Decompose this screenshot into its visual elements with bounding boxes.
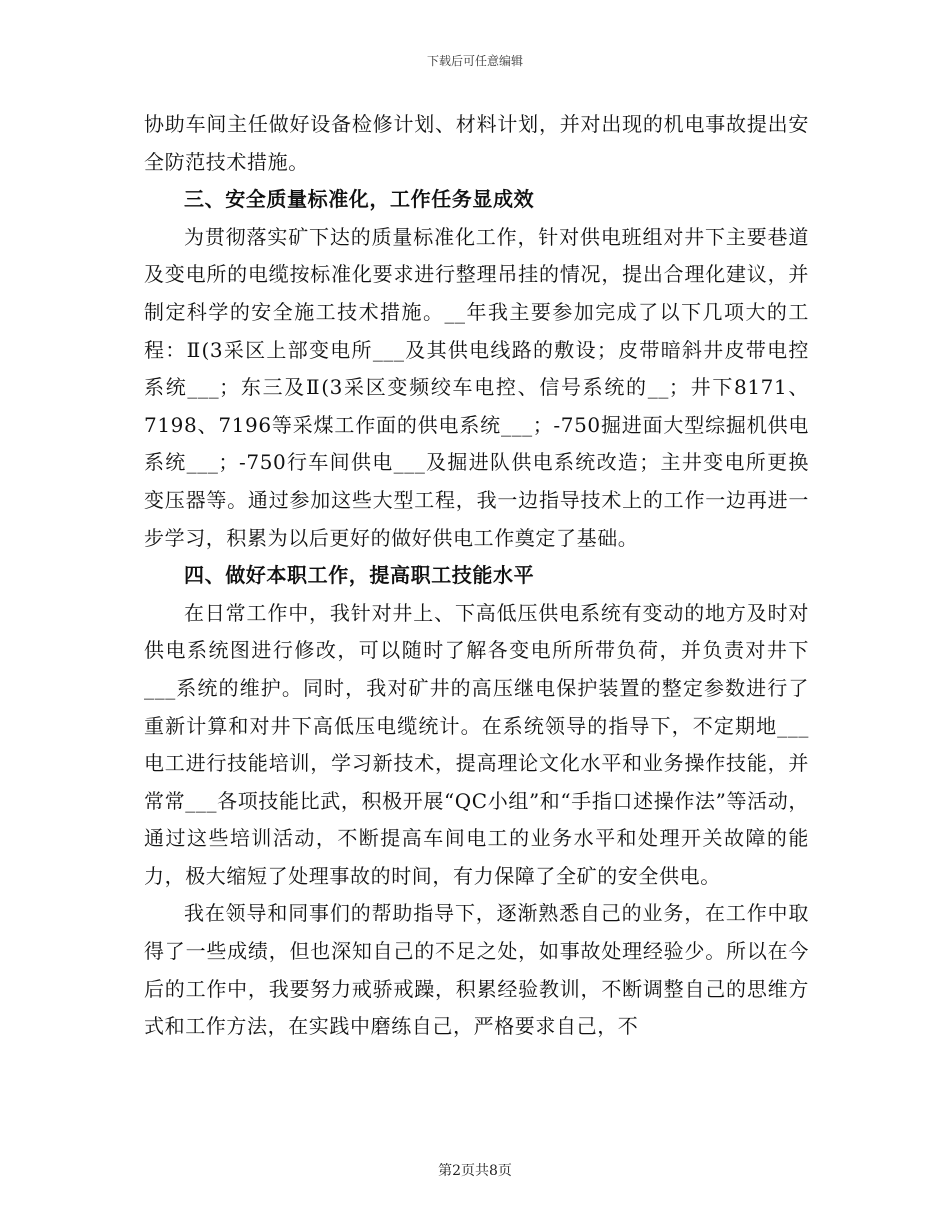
document-body [144,106,809,1046]
paragraph-continued: 协助车间主任做好设备检修计划、材料计划，并对出现的机电事故提出安全防范技术措施。 [144,112,809,174]
paragraph-summary: 我在领导和同事们的帮助指导下，逐渐熟悉自己的业务，在工作中取得了一些成绩，但也深知自己的不足之处，如事故处理经验少。所以在今后的工作中，我要努力戒骄戒躁，积累经验教训，不断调整自己的思维方式和工作方法，在实践中磨练自己，严格要求自己，不 [144,901,809,1039]
paragraph-quality-standard: 为贯彻落实矿下达的质量标准化工作，针对供电班组对井下主要巷道及变电所的电缆按标准化要求进行整理吊挂的情况，提出合理化建议，并制定科学的安全施工技术措施。__年我主要参加完成了以下几项大的工程：Ⅱ(3采区上部变电所___及其供电线路的敷设；皮带暗斜井皮带电控系统___；东三及Ⅱ(3采区变频绞车电控、信号系统的__；井下8171、7198、7196等采煤工作面的供电系统___；-750掘进面大型综掘机供电系统___；-750行车间供电___及掘进队供电系统改造；主井变电所更换变压器等。通过参加这些大型工程，我一边指导技术上的工作一边再进一步学习，积累为以后更好的做好供电工作奠定了基础。 [144,224,809,550]
paragraph-daily-work: 在日常工作中，我针对井上、下高低压供电系统有变动的地方及时对供电系统图进行修改，可以随时了解各变电所所带负荷，并负责对井下___系统的维护。同时，我对矿井的高压继电保护装置的整定参数进行了重新计算和对井下高低压电缆统计。在系统领导的指导下，不定期地___电工进行技能培训，学习新技术，提高理论文化水平和业务操作技能，并常常___各项技能比武，积极开展“QC小组”和“手指口述操作法”等活动，通过这些培训活动，不断提高车间电工的业务水平和处理开关故障的能力，极大缩短了处理事故的时间，有力保障了全矿的安全供电。 [144,600,809,888]
page-header: 下载后可任意编辑 [426,54,523,68]
section-heading-4: 四、做好本职工作，提高职工技能水平 [184,563,535,588]
page-number: 第2页共8页 [438,1163,512,1179]
section-heading-3: 三、安全质量标准化，工作任务显成效 [184,187,535,212]
